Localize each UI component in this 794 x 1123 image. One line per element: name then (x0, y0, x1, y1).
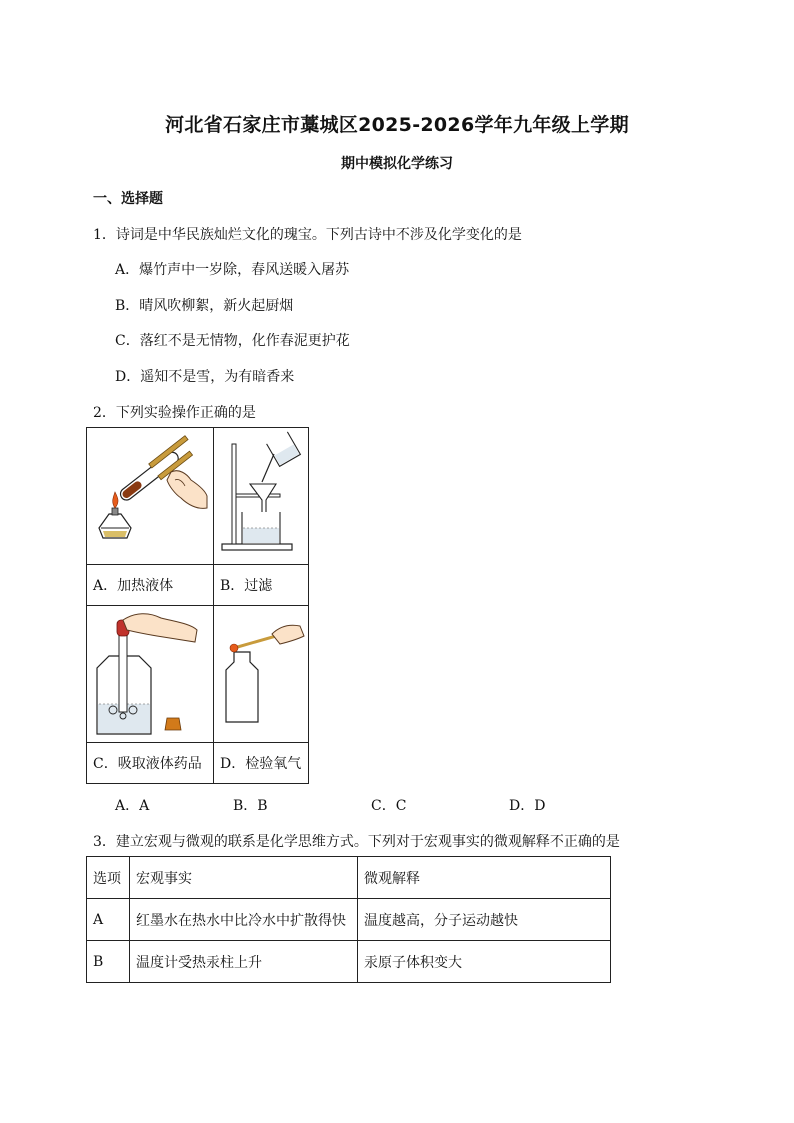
caption-b: B．过滤 (214, 565, 309, 606)
answer-a[interactable]: A．A (115, 798, 150, 814)
row-a-option: A (87, 899, 130, 941)
section-heading: 一、选择题 (93, 191, 163, 207)
question-3-table (86, 856, 611, 983)
page-subtitle: 期中模拟化学练习 (341, 156, 453, 172)
row-a-macro: 红墨水在热水中比冷水中扩散得快 (130, 899, 358, 941)
page-title: 河北省石家庄市藁城区2025-2026学年九年级上学期 (165, 114, 629, 136)
table-header-row (87, 857, 611, 899)
header-macro: 宏观事实 (130, 857, 358, 899)
row-b-option: B (87, 941, 130, 983)
table-row (87, 899, 611, 941)
question-1-option-d[interactable]: D．遥知不是雪，为有暗香来 (115, 369, 295, 385)
header-option: 选项 (87, 857, 130, 899)
table-row (87, 941, 611, 983)
answer-d[interactable]: D．D (509, 798, 546, 814)
question-1-option-b[interactable]: B．晴风吹柳絮，新火起厨烟 (115, 298, 294, 314)
row-b-micro: 汞原子体积变大 (358, 941, 611, 983)
question-1-option-c[interactable]: C．落红不是无情物，化作春泥更护花 (115, 333, 350, 349)
caption-c: C．吸取液体药品 (87, 743, 214, 784)
oxygen-test-figure (214, 606, 309, 743)
caption-d: D．检验氧气 (214, 743, 309, 784)
question-3-stem: 3．建立宏观与微观的联系是化学思维方式。下列对于宏观事实的微观解释不正确的是 (93, 834, 620, 850)
dropper-figure (87, 606, 214, 743)
question-2-stem: 2．下列实验操作正确的是 (93, 405, 256, 421)
heating-liquid-figure (87, 428, 214, 565)
row-a-micro: 温度越高，分子运动越快 (358, 899, 611, 941)
row-b-macro: 温度计受热汞柱上升 (130, 941, 358, 983)
question-2-figure-table (86, 427, 309, 784)
answer-c[interactable]: C．C (371, 798, 407, 814)
question-1-stem: 1．诗词是中华民族灿烂文化的瑰宝。下列古诗中不涉及化学变化的是 (93, 227, 522, 243)
question-1-option-a[interactable]: A．爆竹声中一岁除，春风送暖入屠苏 (115, 262, 350, 278)
caption-a: A．加热液体 (87, 565, 214, 606)
answer-b[interactable]: B．B (233, 798, 268, 814)
filtration-figure (214, 428, 309, 565)
header-micro: 微观解释 (358, 857, 611, 899)
